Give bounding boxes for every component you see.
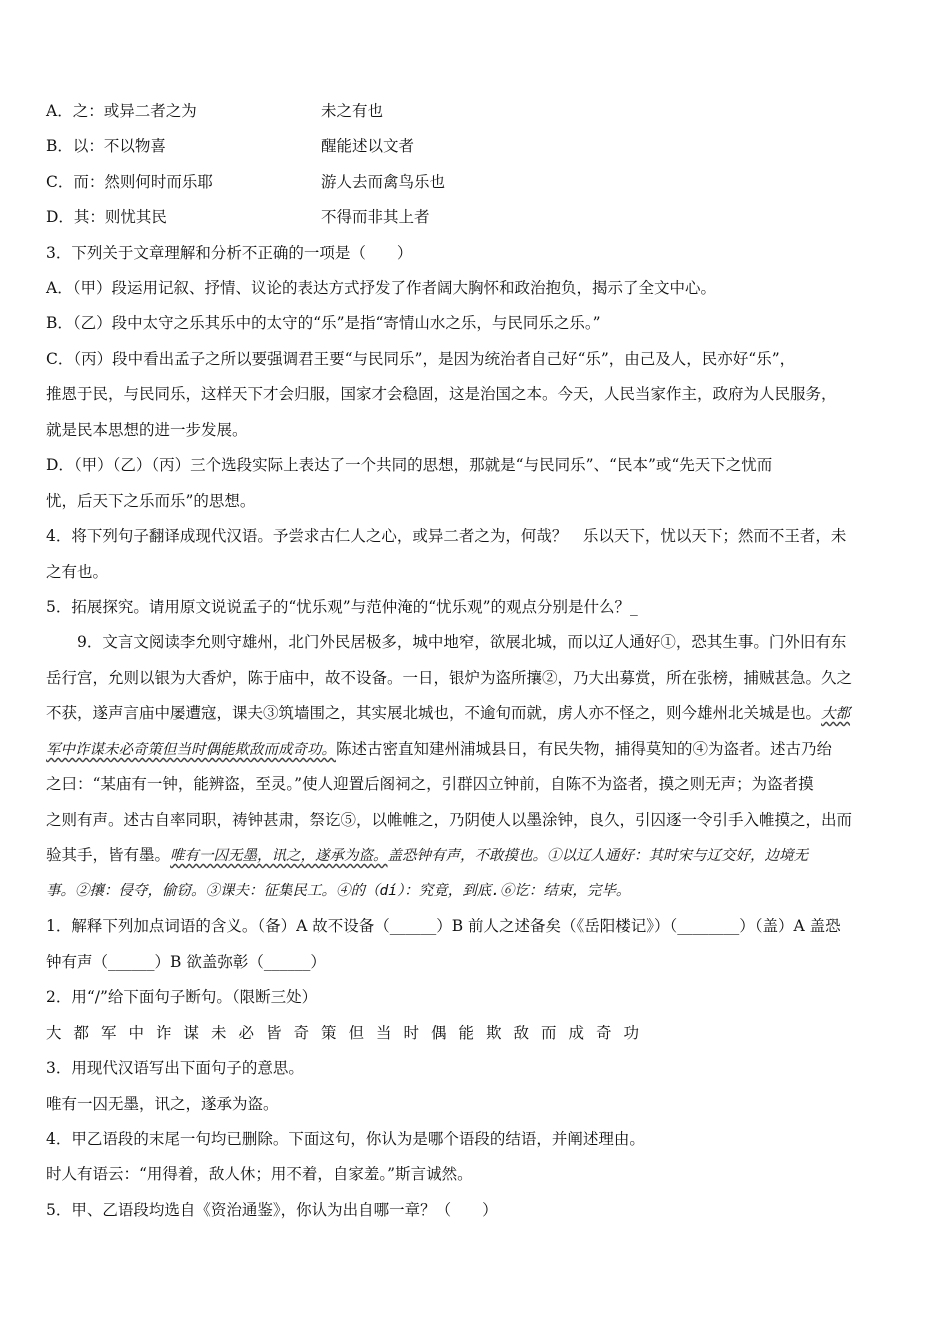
q3-option-a: A．（甲）段运用记叙、抒情、议论的表达方式抒发了作者阔大胸怀和政治抱负，揭示了全文中心。 xyxy=(46,279,716,297)
option-d-right: 不得而非其上者 xyxy=(321,208,430,226)
underlined-sentence: 军中诈谋未必奇策但当时偶能欺敌而成奇功。 xyxy=(46,742,336,758)
passage-line7-text: 验其手，皆有墨。 xyxy=(46,846,171,864)
option-d-left: D．其：则忧其民 xyxy=(46,208,167,226)
passage-line3-text: 不获，遂声言庙中屡遭寇，课夫③筑墙围之，其实展北城也，不逾旬而就，虏人亦不怪之，则今雄州北关城是也。 xyxy=(46,704,822,722)
passage-line4-text: 陈述古密直知建州浦城县日，有民失物，捕得莫知的④为盗者。述古乃绐 xyxy=(336,740,833,758)
q3-option-c-line3: 就是民本思想的进一步发展。 xyxy=(46,421,248,439)
option-a-row xyxy=(46,94,910,129)
passage-line7 xyxy=(46,838,910,874)
passage-line2: 岳行宫，允则以银为大香炉，陈于庙中，故不设备。一日，银炉为盗所攘②，乃大出募赏，所在张榜，捕贼甚急。久之 xyxy=(46,669,853,687)
sub-q1-line1: 1．解释下列加点词语的含义。（备）A 故不设备（______）B 前人之述备矣（《岳阳楼记》）（________）（盖）A 盖恐 xyxy=(46,917,841,935)
q3-stem: 3．下列关于文章理解和分析不正确的一项是（ ） xyxy=(46,244,413,262)
underlined-sentence-2: 唯有一囚无墨，讯之，遂承为盗。 xyxy=(170,848,388,864)
sub-q3-stem: 3．用现代汉语写出下面句子的意思。 xyxy=(46,1059,304,1077)
option-b-right: 醒能述以文者 xyxy=(321,137,415,155)
sub-q3-text: 唯有一囚无墨，讯之，遂承为盗。 xyxy=(46,1095,279,1113)
q4-line1: 4．将下列句子翻译成现代汉语。予尝求古仁人之心，或异二者之为，何哉？ 乐以天下，忧以天下；然而不王者，未 xyxy=(46,527,847,545)
underlined-sentence-start: 大都 xyxy=(821,706,851,722)
option-d-row xyxy=(46,200,910,235)
option-b-row xyxy=(46,129,910,164)
q3-option-b: B．（乙）段中太守之乐其乐中的太守的“乐”是指“寄情山水之乐，与民同乐之乐。” xyxy=(46,314,601,332)
passage-line3 xyxy=(46,696,910,732)
q3-option-c-line1: C．（丙）段中看出孟子之所以要强调君王要“与民同乐”，是因为统治者自己好“乐”，由己及人，民亦好“乐”， xyxy=(46,350,796,368)
sub-q5-stem: 5．甲、乙语段均选自《资治通鉴》，你认为出自哪一章？（ ） xyxy=(46,1201,498,1219)
option-c-right: 游人去而禽鸟乐也 xyxy=(321,173,446,191)
passage-line1: 9．文言文阅读李允则守雄州，北门外民居极多，城中地窄，欲展北城，而以辽人通好①，恐其生事。门外旧有东 xyxy=(77,633,847,651)
q3-option-d-line1: D．（甲）（乙）（丙）三个选段实际上表达了一个共同的思想，那就是“与民同乐”、“民本”或“先天下之忧而 xyxy=(46,456,773,474)
passage-notes: 事。②攘：侵夺，偷窃。③课夫：征集民工。④的（dí）：究竟，到底.⑥讫：结束，完毕。 xyxy=(46,883,631,899)
sub-q2-stem: 2．用“/”给下面句子断句。（限断三处） xyxy=(46,988,318,1006)
q4-line2: 之有也。 xyxy=(46,563,109,581)
passage-line4 xyxy=(46,732,910,768)
sub-q4-stem: 4．甲乙语段的末尾一句均已删除。下面这句，你认为是哪个语段的结语，并阐述理由。 xyxy=(46,1130,645,1148)
sub-q1-line2: 钟有声（______）B 欲盖弥彰（______） xyxy=(46,953,326,971)
option-b-left: B．以：不以物喜 xyxy=(46,137,166,155)
option-c-left: C．而：然则何时而乐耶 xyxy=(46,173,213,191)
passage-line6: 之则有声。述古自率同职，祷钟甚肃，祭讫⑤，以帷帷之，乃阴使人以墨涂钟，良久，引囚逐一令引手入帷摸之，出而 xyxy=(46,811,853,829)
q5-question: 5．拓展探究。请用原文说说孟子的“忧乐观”与范仲淹的“忧乐观”的观点分别是什么？_ xyxy=(46,598,638,616)
option-a-left: A．之：或异二者之为 xyxy=(46,102,197,120)
option-a-right: 未之有也 xyxy=(321,102,384,120)
passage-notes-start: 盖恐钟有声，不敢摸也。①以辽人通好：其时宋与辽交好，边境无 xyxy=(387,848,809,864)
option-c-row xyxy=(46,165,910,200)
sub-q2-text: 大都军中诈谋未必皆奇策但当时偶能欺敌而成奇功 xyxy=(46,1024,652,1042)
passage-line5: 之曰：“某庙有一钟，能辨盗，至灵。”使人迎置后阁祠之，引群囚立钟前，自陈不为盗者，摸之则无声；为盗者摸 xyxy=(46,775,814,793)
q3-option-c-line2: 推恩于民，与民同乐，这样天下才会归服，国家才会稳固，这是治国之本。今天，人民当家作主，政府为人民服务， xyxy=(46,385,837,403)
sub-q4-text: 时人有语云：“用得着，敌人休；用不着，自家羞。”斯言诚然。 xyxy=(46,1165,473,1183)
q3-option-d-line2: 忧，后天下之乐而乐”的思想。 xyxy=(46,492,256,510)
